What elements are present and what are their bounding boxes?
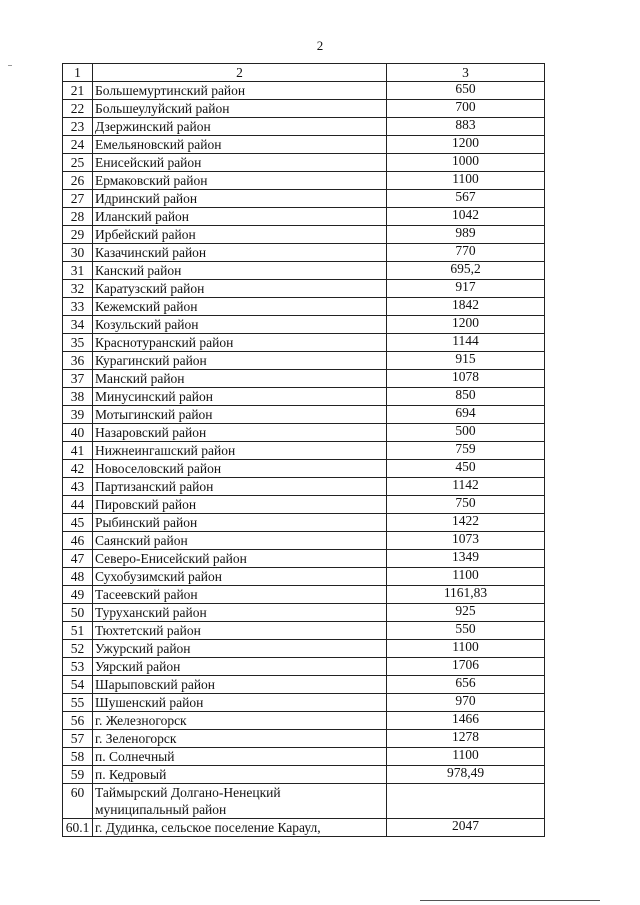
district-name: Саянский район xyxy=(93,532,387,550)
district-name: Мотыгинский район xyxy=(93,406,387,424)
row-number: 59 xyxy=(63,766,93,784)
district-value: 1349 xyxy=(387,550,545,568)
row-number: 60.1 xyxy=(63,819,93,837)
table-row xyxy=(63,334,545,352)
district-value: 1161,83 xyxy=(387,586,545,604)
table-row xyxy=(63,424,545,442)
district-value: 695,2 xyxy=(387,262,545,280)
row-number: 23 xyxy=(63,118,93,136)
row-number: 55 xyxy=(63,694,93,712)
district-name: г. Железногорск xyxy=(93,712,387,730)
row-number: 54 xyxy=(63,676,93,694)
district-value: 750 xyxy=(387,496,545,514)
row-number: 28 xyxy=(63,208,93,226)
district-name: п. Кедровый xyxy=(93,766,387,784)
district-name: Тюхтетский район xyxy=(93,622,387,640)
row-number: 26 xyxy=(63,172,93,190)
district-value: 1200 xyxy=(387,136,545,154)
table-row xyxy=(63,640,545,658)
district-value: 850 xyxy=(387,388,545,406)
district-name: Пировский район xyxy=(93,496,387,514)
district-value: 978,49 xyxy=(387,766,545,784)
row-number: 31 xyxy=(63,262,93,280)
table-row xyxy=(63,298,545,316)
table-row xyxy=(63,532,545,550)
header-col-1: 1 xyxy=(63,64,93,82)
district-value: 759 xyxy=(387,442,545,460)
district-name: Нижнеингашский район xyxy=(93,442,387,460)
district-value: 925 xyxy=(387,604,545,622)
district-name: Рыбинский район xyxy=(93,514,387,532)
row-number: 53 xyxy=(63,658,93,676)
district-name-line-1: Таймырский Долгано-Ненецкий xyxy=(95,785,281,800)
row-number: 38 xyxy=(63,388,93,406)
row-number: 49 xyxy=(63,586,93,604)
district-name: Козульский район xyxy=(93,316,387,334)
row-number: 41 xyxy=(63,442,93,460)
row-number: 50 xyxy=(63,604,93,622)
row-number: 45 xyxy=(63,514,93,532)
row-number: 52 xyxy=(63,640,93,658)
district-value: 1100 xyxy=(387,748,545,766)
row-number: 34 xyxy=(63,316,93,334)
header-col-2: 2 xyxy=(93,64,387,82)
row-number: 33 xyxy=(63,298,93,316)
district-name xyxy=(93,784,387,819)
table-row xyxy=(63,82,545,100)
district-name: Краснотуранский район xyxy=(93,334,387,352)
district-value xyxy=(387,784,545,819)
district-name: Тасеевский район xyxy=(93,586,387,604)
district-name: Сухобузимский район xyxy=(93,568,387,586)
district-name-line-2: муниципальный район xyxy=(95,802,227,817)
district-value: 2047 xyxy=(387,819,545,837)
district-value: 694 xyxy=(387,406,545,424)
district-name: Большеулуйский район xyxy=(93,100,387,118)
district-name: Минусинский район xyxy=(93,388,387,406)
row-number: 42 xyxy=(63,460,93,478)
district-value: 989 xyxy=(387,226,545,244)
district-value: 650 xyxy=(387,82,545,100)
district-name: Шарыповский район xyxy=(93,676,387,694)
table-row xyxy=(63,550,545,568)
table-row xyxy=(63,604,545,622)
table-row xyxy=(63,316,545,334)
table-row xyxy=(63,280,545,298)
row-number: 58 xyxy=(63,748,93,766)
table-row xyxy=(63,118,545,136)
district-name: Иланский район xyxy=(93,208,387,226)
district-name: Ужурский район xyxy=(93,640,387,658)
district-value: 1000 xyxy=(387,154,545,172)
district-value: 1278 xyxy=(387,730,545,748)
district-name: Шушенский район xyxy=(93,694,387,712)
table-row xyxy=(63,730,545,748)
district-name: Курагинский район xyxy=(93,352,387,370)
table-row xyxy=(63,226,545,244)
district-value: 1144 xyxy=(387,334,545,352)
row-number: 44 xyxy=(63,496,93,514)
district-name: Енисейский район xyxy=(93,154,387,172)
row-number: 21 xyxy=(63,82,93,100)
row-number: 39 xyxy=(63,406,93,424)
row-number: 25 xyxy=(63,154,93,172)
row-number: 40 xyxy=(63,424,93,442)
district-name: Казачинский район xyxy=(93,244,387,262)
row-number: 47 xyxy=(63,550,93,568)
table-row xyxy=(63,442,545,460)
district-value: 700 xyxy=(387,100,545,118)
district-value: 450 xyxy=(387,460,545,478)
row-number: 24 xyxy=(63,136,93,154)
district-name: п. Солнечный xyxy=(93,748,387,766)
table-row xyxy=(63,694,545,712)
table-row xyxy=(63,154,545,172)
district-value: 970 xyxy=(387,694,545,712)
row-number: 43 xyxy=(63,478,93,496)
table-row xyxy=(63,784,545,819)
table-row xyxy=(63,406,545,424)
table-row xyxy=(63,676,545,694)
footer-rule xyxy=(420,900,600,901)
row-number: 35 xyxy=(63,334,93,352)
district-name: Новоселовский район xyxy=(93,460,387,478)
district-value: 1073 xyxy=(387,532,545,550)
table-row xyxy=(63,262,545,280)
scan-mark xyxy=(8,65,12,66)
row-number: 57 xyxy=(63,730,93,748)
district-value: 883 xyxy=(387,118,545,136)
district-value: 915 xyxy=(387,352,545,370)
district-value: 770 xyxy=(387,244,545,262)
district-value: 917 xyxy=(387,280,545,298)
district-name: Манский район xyxy=(93,370,387,388)
district-name: Большемуртинский район xyxy=(93,82,387,100)
district-name: Партизанский район xyxy=(93,478,387,496)
table-row xyxy=(63,190,545,208)
district-value: 1042 xyxy=(387,208,545,226)
table-row xyxy=(63,478,545,496)
district-name: Уярский район xyxy=(93,658,387,676)
district-name: Кежемский район xyxy=(93,298,387,316)
district-value: 550 xyxy=(387,622,545,640)
table-row xyxy=(63,496,545,514)
district-value: 1422 xyxy=(387,514,545,532)
table-row xyxy=(63,622,545,640)
table-row xyxy=(63,460,545,478)
row-number: 27 xyxy=(63,190,93,208)
district-value: 1842 xyxy=(387,298,545,316)
table-row xyxy=(63,352,545,370)
row-number: 60 xyxy=(63,784,93,819)
table-row xyxy=(63,586,545,604)
row-number: 51 xyxy=(63,622,93,640)
table-row xyxy=(63,388,545,406)
row-number: 56 xyxy=(63,712,93,730)
district-value: 1100 xyxy=(387,640,545,658)
district-value: 567 xyxy=(387,190,545,208)
table-row xyxy=(63,568,545,586)
header-row xyxy=(63,64,545,82)
row-number: 30 xyxy=(63,244,93,262)
district-value: 1200 xyxy=(387,316,545,334)
row-number: 29 xyxy=(63,226,93,244)
district-value: 1100 xyxy=(387,172,545,190)
district-name: Ермаковский район xyxy=(93,172,387,190)
district-value: 656 xyxy=(387,676,545,694)
district-value: 1466 xyxy=(387,712,545,730)
table-row xyxy=(63,172,545,190)
row-number: 36 xyxy=(63,352,93,370)
district-value: 500 xyxy=(387,424,545,442)
table-row xyxy=(63,819,545,837)
table-row xyxy=(63,370,545,388)
district-value: 1706 xyxy=(387,658,545,676)
header-col-3: 3 xyxy=(387,64,545,82)
table-row xyxy=(63,136,545,154)
table-row xyxy=(63,244,545,262)
row-number: 22 xyxy=(63,100,93,118)
table-row xyxy=(63,658,545,676)
table-row xyxy=(63,514,545,532)
row-number: 32 xyxy=(63,280,93,298)
row-number: 48 xyxy=(63,568,93,586)
district-value: 1078 xyxy=(387,370,545,388)
district-name: Дзержинский район xyxy=(93,118,387,136)
district-name: г. Зеленогорск xyxy=(93,730,387,748)
district-name: Северо-Енисейский район xyxy=(93,550,387,568)
district-name: Ирбейский район xyxy=(93,226,387,244)
district-name: Каратузский район xyxy=(93,280,387,298)
row-number: 37 xyxy=(63,370,93,388)
district-value: 1100 xyxy=(387,568,545,586)
row-number: 46 xyxy=(63,532,93,550)
district-name: Назаровский район xyxy=(93,424,387,442)
table-row xyxy=(63,208,545,226)
district-name: Канский район xyxy=(93,262,387,280)
district-name: Идринский район xyxy=(93,190,387,208)
district-name: г. Дудинка, сельское поселение Караул, xyxy=(93,819,387,837)
table-row xyxy=(63,766,545,784)
table-row xyxy=(63,100,545,118)
districts-table xyxy=(62,63,545,837)
district-name: Туруханский район xyxy=(93,604,387,622)
district-value: 1142 xyxy=(387,478,545,496)
page-number: 2 xyxy=(316,38,324,53)
table-row xyxy=(63,712,545,730)
table-row xyxy=(63,748,545,766)
district-name: Емельяновский район xyxy=(93,136,387,154)
